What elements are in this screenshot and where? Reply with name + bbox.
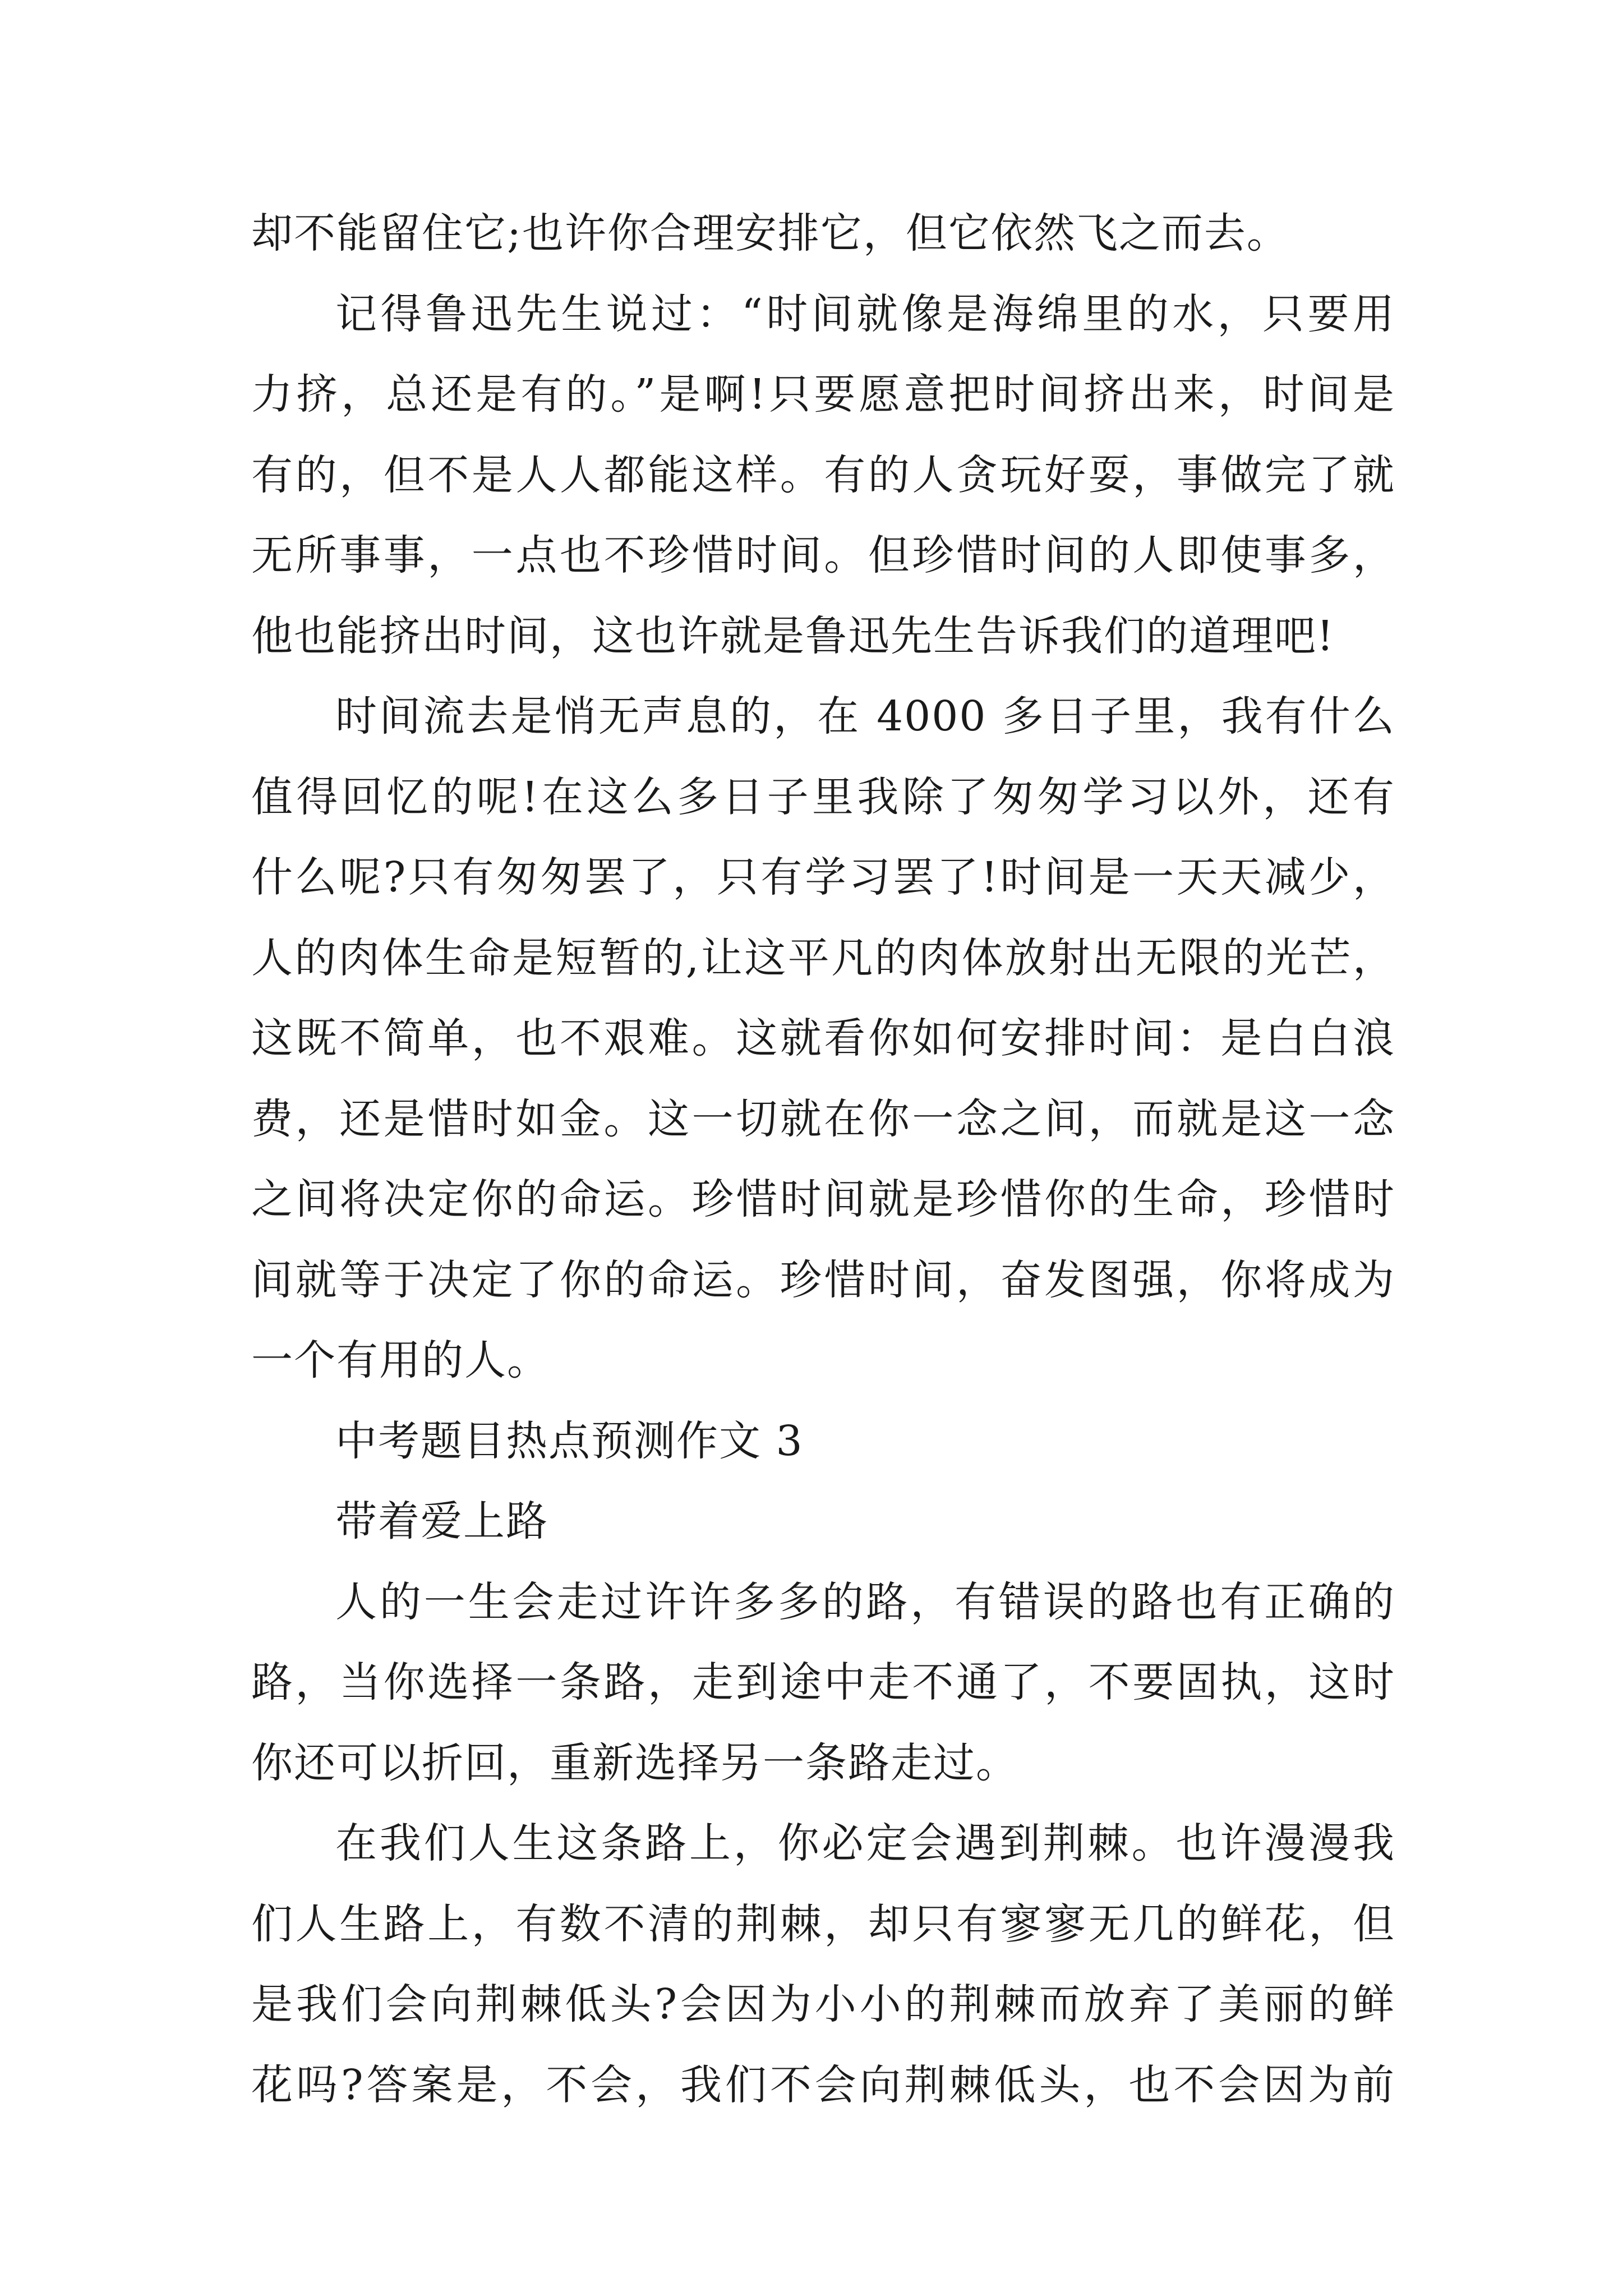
text-line: 无所事事，一点也不珍惜时间。但珍惜时间的人即使事多，: [251, 531, 1395, 579]
text-line: 却不能留住它;也许你合理安排它，但它依然飞之而去。: [251, 209, 1289, 257]
text-line: 人的肉体生命是短暂的,让这平凡的肉体放射出无限的光芒，: [251, 933, 1395, 982]
section-heading: 中考题目热点预测作文 3: [335, 1416, 804, 1465]
text-line: 费，还是惜时如金。这一切就在你一念之间，而就是这一念: [251, 1094, 1395, 1143]
text-line: 他也能挤出时间，这也许就是鲁迅先生告诉我们的道理吧!: [251, 611, 1335, 660]
text-line: 力挤，总还是有的。”是啊!只要愿意把时间挤出来，时间是: [251, 370, 1395, 418]
text-line: 在我们人生这条路上，你必定会遇到荆棘。也许漫漫我: [335, 1819, 1395, 1867]
text-line: 人的一生会走过许许多多的路，有错误的路也有正确的: [335, 1577, 1395, 1626]
text-line: 一个有用的人。: [251, 1336, 550, 1384]
text-line: 值得回忆的呢!在这么多日子里我除了匆匆学习以外，还有: [251, 772, 1395, 821]
text-line: 这既不简单，也不艰难。这就看你如何安排时间：是白白浪: [251, 1014, 1395, 1062]
text-line: 有的，但不是人人都能这样。有的人贪玩好耍，事做完了就: [251, 450, 1395, 499]
text-line: 们人生路上，有数不清的荆棘，却只有寥寥无几的鲜花，但: [251, 1899, 1395, 1948]
text-line: 路，当你选择一条路，走到途中走不通了，不要固执，这时: [251, 1658, 1395, 1706]
section-heading: 带着爱上路: [335, 1497, 548, 1545]
text-line: 花吗?答案是，不会，我们不会向荆棘低头，也不会因为前: [251, 2060, 1395, 2109]
text-line: 你还可以折回，重新选择另一条路走过。: [251, 1738, 1018, 1787]
text-line: 是我们会向荆棘低头?会因为小小的荆棘而放弃了美丽的鲜: [251, 1980, 1395, 2028]
text-line: 记得鲁迅先生说过：“时间就像是海绵里的水，只要用: [335, 289, 1395, 338]
text-line: 之间将决定你的命运。珍惜时间就是珍惜你的生命，珍惜时: [251, 1175, 1395, 1223]
text-line: 时间流去是悄无声息的，在 4000 多日子里，我有什么: [335, 692, 1395, 740]
text-line: 间就等于决定了你的命运。珍惜时间，奋发图强，你将成为: [251, 1255, 1395, 1304]
document-body: [251, 194, 1395, 2125]
text-line: 什么呢?只有匆匆罢了，只有学习罢了!时间是一天天减少，: [251, 853, 1395, 901]
